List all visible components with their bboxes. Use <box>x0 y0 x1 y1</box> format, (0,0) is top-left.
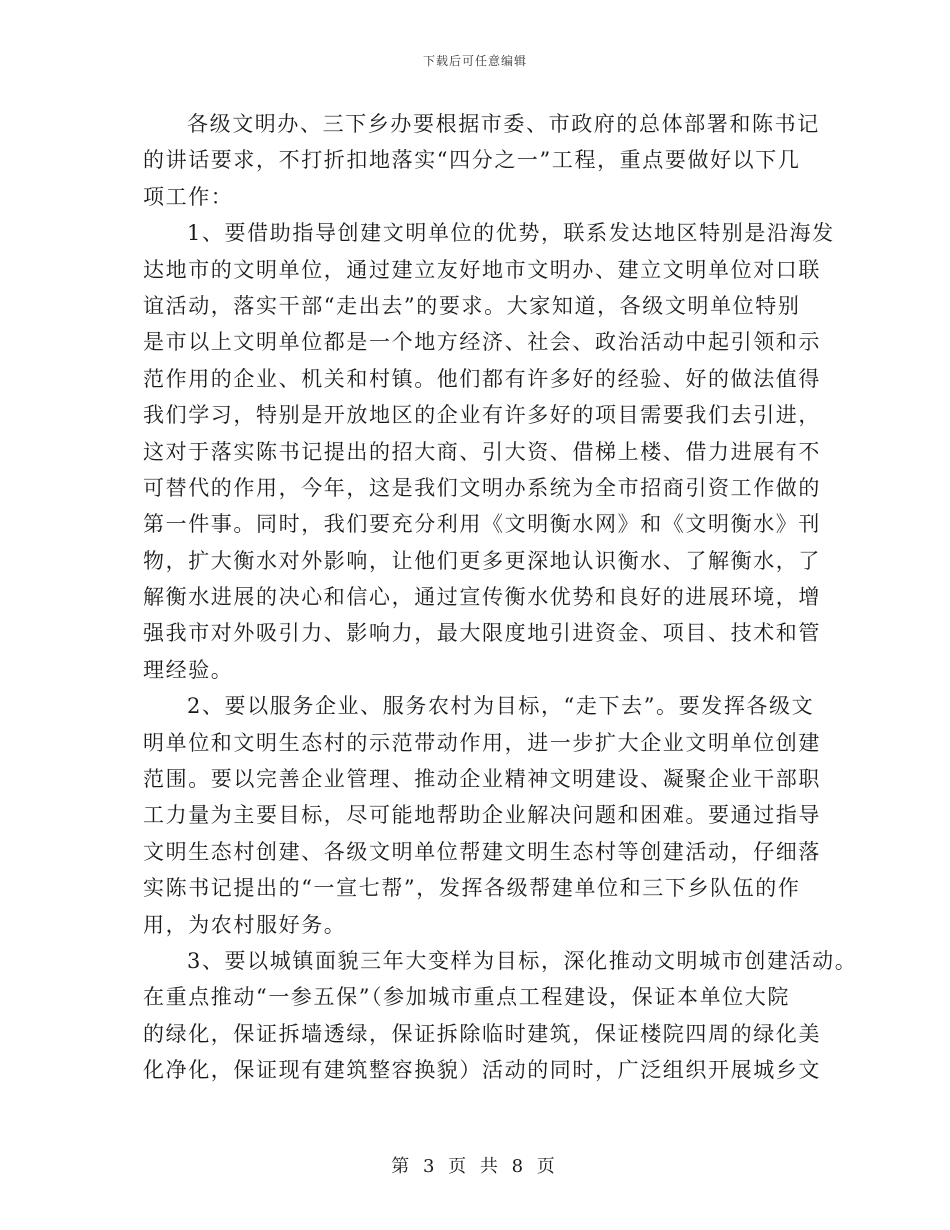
text-line: 文明生态村创建、各级文明单位帮建文明生态村等创建活动，仔细落 <box>143 839 821 864</box>
text-line: 范作用的企业、机关和村镇。他们都有许多好的经验、好的做法值得 <box>143 366 821 391</box>
text-line: 2、要以服务企业、服务农村为目标，“走下去”。要发挥各级文 <box>187 694 815 719</box>
text-line: 谊活动，落实干部“走出去”的要求。大家知道，各级文明单位特别 <box>143 293 801 318</box>
text-line: 达地市的文明单位，通过建立友好地市文明办、建立文明单位对口联 <box>143 257 821 282</box>
page-number: 第 3 页 共 8 页 <box>391 1156 559 1177</box>
text-line: 可替代的作用，今年，这是我们文明办系统为全市招商引资工作做的 <box>143 475 821 500</box>
text-line: 物，扩大衡水对外影响，让他们更多更深地认识衡水、了解衡水，了 <box>143 548 821 573</box>
document-body <box>143 106 858 1089</box>
text-line: 明单位和文明生态村的示范带动作用，进一步扩大企业文明单位创建 <box>143 730 821 755</box>
text-line: 是市以上文明单位都是一个地方经济、社会、政治活动中起引领和示 <box>143 330 821 355</box>
text-line: 范围。要以完善企业管理、推动企业精神文明建设、凝聚企业干部职 <box>143 767 821 792</box>
text-line: 工力量为主要目标，尽可能地帮助企业解决问题和困难。要通过指导 <box>143 803 821 828</box>
text-line: 我们学习，特别是开放地区的企业有许多好的项目需要我们去引进， <box>143 403 821 428</box>
text-line: 项工作： <box>143 184 234 209</box>
text-line: 理经验。 <box>143 657 234 682</box>
text-line: 这对于落实陈书记提出的招大商、引大资、借梯上楼、借力进展有不 <box>143 439 821 464</box>
text-line: 各级文明办、三下乡办要根据市委、市政府的总体部署和陈书记 <box>187 112 820 136</box>
text-line: 第一件事。同时，我们要充分利用《文明衡水网》和《文明衡水》刊 <box>143 512 821 537</box>
text-line: 解衡水进展的决心和信心，通过宣传衡水优势和良好的进展环境，增 <box>143 585 821 610</box>
text-line: 化净化，保证现有建筑整容换貌）活动的同时，广泛组织开展城乡文 <box>143 1058 821 1083</box>
text-line: 3、要以城镇面貌三年大变样为目标，深化推动文明城市创建活动。 <box>187 948 858 973</box>
text-line: 的绿化，保证拆墙透绿，保证拆除临时建筑，保证楼院四周的绿化美 <box>143 1021 821 1046</box>
text-line: 的讲话要求，不打折扣地落实“四分之一”工程，重点要做好以下几 <box>143 148 801 173</box>
text-line: 1、要借助指导创建文明单位的优势，联系发达地区特别是沿海发 <box>187 221 835 246</box>
text-line: 在重点推动“一参五保”（参加城市重点工程建设，保证本单位大院 <box>143 985 790 1010</box>
text-line: 用，为农村服好务。 <box>143 912 347 937</box>
page-header-note: 下载后可任意编辑 <box>422 54 527 68</box>
text-line: 强我市对外吸引力、影响力，最大限度地引进资金、项目、技术和管 <box>143 621 821 646</box>
text-line: 实陈书记提出的“一宣七帮”，发挥各级帮建单位和三下乡队伍的作 <box>143 876 801 901</box>
